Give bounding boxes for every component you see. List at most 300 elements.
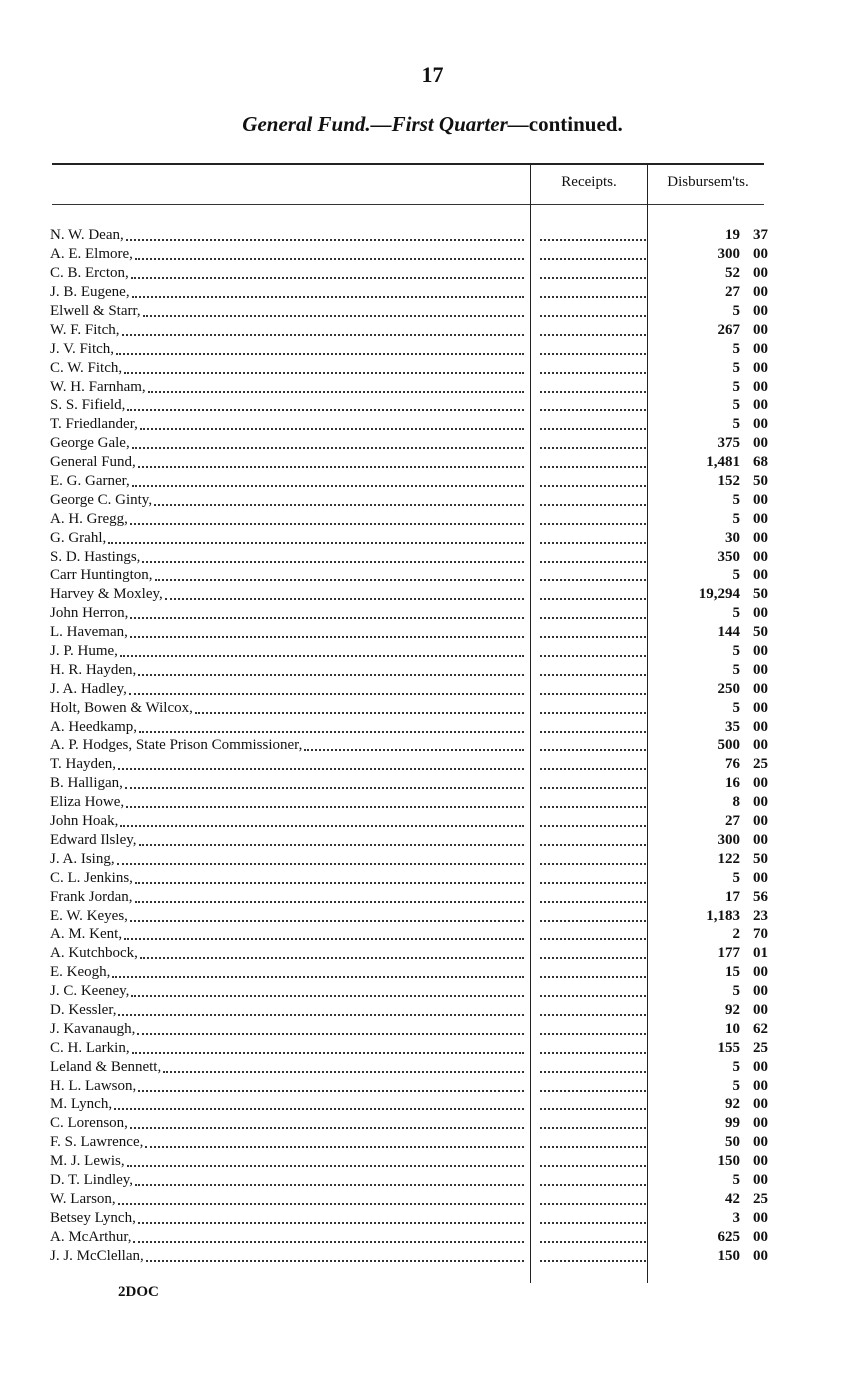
dot-leader bbox=[540, 1117, 646, 1129]
table-row bbox=[50, 1095, 770, 1114]
dot-leader bbox=[540, 721, 646, 733]
receipts-cell bbox=[536, 645, 652, 657]
disbursement-amount bbox=[652, 491, 768, 509]
disbursement-amount bbox=[652, 642, 768, 660]
payee-name: B. Halligan, bbox=[50, 775, 123, 792]
disbursement-amount bbox=[652, 529, 768, 547]
disbursement-amount bbox=[652, 755, 768, 773]
disbursement-amount bbox=[652, 566, 768, 584]
payee-name: J. B. Eugene, bbox=[50, 284, 130, 301]
receipts-cell bbox=[536, 664, 652, 676]
dot-leader bbox=[132, 1042, 524, 1054]
dot-leader bbox=[540, 928, 646, 940]
disbursement-amount bbox=[652, 548, 768, 566]
dot-leader bbox=[540, 1061, 646, 1073]
dot-leader bbox=[140, 418, 524, 430]
amount-dollars: 5 bbox=[732, 416, 740, 433]
amount-dollars: 76 bbox=[725, 756, 740, 773]
dot-leader bbox=[135, 872, 524, 884]
receipts-cell bbox=[536, 758, 652, 770]
disbursement-amount bbox=[652, 623, 768, 641]
dot-leader bbox=[540, 891, 646, 903]
table-row bbox=[50, 339, 770, 358]
receipts-cell bbox=[536, 248, 652, 260]
amount-dollars: 5 bbox=[732, 661, 740, 678]
amount-cents: 68 bbox=[753, 454, 768, 471]
dot-leader bbox=[120, 645, 524, 657]
payee-name: D. T. Lindley, bbox=[50, 1171, 134, 1188]
dot-leader bbox=[118, 1193, 524, 1205]
payee-cell bbox=[50, 1095, 528, 1113]
receipts-cell bbox=[536, 966, 652, 978]
dot-leader bbox=[540, 588, 646, 600]
receipts-cell bbox=[536, 286, 652, 298]
receipts-cell bbox=[536, 1080, 652, 1092]
amount-dollars: 10 bbox=[725, 1020, 740, 1037]
dot-leader bbox=[540, 872, 646, 884]
payee-name: Edward Ilsley, bbox=[50, 831, 137, 848]
amount-dollars: 17 bbox=[725, 888, 740, 905]
amount-dollars: 3 bbox=[732, 1209, 740, 1226]
amount-cents: 50 bbox=[753, 473, 768, 490]
dot-leader bbox=[540, 286, 646, 298]
payee-cell bbox=[50, 359, 528, 377]
dot-leader bbox=[108, 532, 524, 544]
amount-cents: 37 bbox=[753, 227, 768, 244]
payee-cell bbox=[50, 529, 528, 547]
dot-leader bbox=[163, 1061, 524, 1073]
payee-cell bbox=[50, 661, 528, 679]
table-row bbox=[50, 434, 770, 453]
receipts-cell bbox=[536, 683, 652, 695]
dot-leader bbox=[540, 362, 646, 374]
signature-mark: 2DOC bbox=[118, 1284, 159, 1300]
amount-cents: 00 bbox=[753, 813, 768, 830]
dot-leader bbox=[138, 664, 524, 676]
receipts-cell bbox=[536, 305, 652, 317]
payee-cell bbox=[50, 755, 528, 773]
table-row bbox=[50, 887, 770, 906]
dot-leader bbox=[120, 815, 524, 827]
table-row bbox=[50, 1227, 770, 1246]
dot-leader bbox=[129, 683, 524, 695]
payee-name: E. Keogh, bbox=[50, 964, 111, 981]
dot-leader bbox=[540, 664, 646, 676]
receipts-cell bbox=[536, 267, 652, 279]
payee-name: A. McArthur, bbox=[50, 1228, 132, 1245]
payee-cell bbox=[50, 736, 528, 754]
disbursement-amount bbox=[652, 1039, 768, 1057]
receipts-cell bbox=[536, 1250, 652, 1262]
dot-leader bbox=[131, 985, 524, 997]
payee-name: Eliza Howe, bbox=[50, 794, 125, 811]
receipts-cell bbox=[536, 1136, 652, 1148]
table-row bbox=[50, 774, 770, 793]
amount-cents: 00 bbox=[753, 1001, 768, 1018]
payee-name: J. V. Fitch, bbox=[50, 340, 115, 357]
amount-dollars: 5 bbox=[732, 491, 740, 508]
dot-leader bbox=[540, 910, 646, 922]
disbursement-amount bbox=[652, 1190, 768, 1208]
table-row bbox=[50, 1246, 770, 1265]
amount-dollars: 150 bbox=[717, 1247, 740, 1264]
disbursement-amount bbox=[652, 510, 768, 528]
dot-leader bbox=[540, 1231, 646, 1243]
receipts-cell bbox=[536, 551, 652, 563]
disbursement-amount bbox=[652, 812, 768, 830]
dot-leader bbox=[139, 834, 525, 846]
receipts-cell bbox=[536, 1212, 652, 1224]
payee-name: D. Kessler, bbox=[50, 1001, 117, 1018]
amount-dollars: 5 bbox=[732, 1077, 740, 1094]
table-row bbox=[50, 509, 770, 528]
payee-cell bbox=[50, 642, 528, 660]
dot-leader bbox=[540, 834, 646, 846]
payee-cell bbox=[50, 793, 528, 811]
disbursement-amount bbox=[652, 963, 768, 981]
disbursement-amount bbox=[652, 774, 768, 792]
table-row bbox=[50, 623, 770, 642]
disbursement-amount bbox=[652, 472, 768, 490]
dot-leader bbox=[122, 324, 524, 336]
disbursement-amount bbox=[652, 283, 768, 301]
table-row bbox=[50, 566, 770, 585]
amount-cents: 00 bbox=[753, 246, 768, 263]
amount-cents: 01 bbox=[753, 945, 768, 962]
disbursement-amount bbox=[652, 604, 768, 622]
payee-cell bbox=[50, 944, 528, 962]
amount-cents: 00 bbox=[753, 983, 768, 1000]
amount-cents: 00 bbox=[753, 548, 768, 565]
dot-leader bbox=[540, 758, 646, 770]
amount-cents: 25 bbox=[753, 1039, 768, 1056]
amount-cents: 00 bbox=[753, 775, 768, 792]
payee-cell bbox=[50, 1190, 528, 1208]
disbursement-amount bbox=[652, 736, 768, 754]
dot-leader bbox=[540, 626, 646, 638]
receipts-cell bbox=[536, 456, 652, 468]
receipts-cell bbox=[536, 1231, 652, 1243]
amount-cents: 00 bbox=[753, 1058, 768, 1075]
table-row bbox=[50, 1133, 770, 1152]
dot-leader bbox=[540, 1193, 646, 1205]
payee-name: H. R. Hayden, bbox=[50, 661, 137, 678]
dot-leader bbox=[540, 513, 646, 525]
amount-cents: 00 bbox=[753, 1115, 768, 1132]
receipts-cell bbox=[536, 1174, 652, 1186]
payee-name: Betsey Lynch, bbox=[50, 1209, 136, 1226]
disbursement-amount bbox=[652, 321, 768, 339]
receipts-cell bbox=[536, 588, 652, 600]
payee-cell bbox=[50, 850, 528, 868]
table-row bbox=[50, 736, 770, 755]
table-row bbox=[50, 906, 770, 925]
amount-cents: 62 bbox=[753, 1020, 768, 1037]
payee-name: F. S. Lawrence, bbox=[50, 1134, 144, 1151]
dot-leader bbox=[540, 702, 646, 714]
payee-name: T. Hayden, bbox=[50, 756, 116, 773]
payee-cell bbox=[50, 396, 528, 414]
disbursement-amount bbox=[652, 1209, 768, 1227]
amount-cents: 00 bbox=[753, 359, 768, 376]
amount-dollars: 267 bbox=[717, 321, 740, 338]
payee-name: A. E. Elmore, bbox=[50, 246, 133, 263]
amount-dollars: 250 bbox=[717, 680, 740, 697]
amount-dollars: 52 bbox=[725, 265, 740, 282]
payee-name: J. J. McClellan, bbox=[50, 1247, 144, 1264]
dot-leader bbox=[540, 1174, 646, 1186]
payee-cell bbox=[50, 869, 528, 887]
receipts-cell bbox=[536, 418, 652, 430]
table-row bbox=[50, 528, 770, 547]
payee-name: E. G. Garner, bbox=[50, 473, 130, 490]
payee-cell bbox=[50, 245, 528, 263]
table-row bbox=[50, 453, 770, 472]
amount-dollars: 5 bbox=[732, 643, 740, 660]
table-row bbox=[50, 1189, 770, 1208]
dot-leader bbox=[540, 305, 646, 317]
payee-name: G. Grahl, bbox=[50, 529, 107, 546]
dot-leader bbox=[540, 418, 646, 430]
amount-dollars: 300 bbox=[717, 831, 740, 848]
table-row bbox=[50, 604, 770, 623]
payee-cell bbox=[50, 585, 528, 603]
table-row bbox=[50, 698, 770, 717]
table-row bbox=[50, 1152, 770, 1171]
payee-cell bbox=[50, 1058, 528, 1076]
table-row bbox=[50, 245, 770, 264]
receipts-cell bbox=[536, 229, 652, 241]
amount-cents: 00 bbox=[753, 1247, 768, 1264]
dot-leader bbox=[130, 513, 524, 525]
table-row bbox=[50, 264, 770, 283]
amount-cents: 00 bbox=[753, 737, 768, 754]
amount-cents: 00 bbox=[753, 1153, 768, 1170]
amount-dollars: 2 bbox=[732, 926, 740, 943]
dot-leader bbox=[130, 910, 524, 922]
payee-name: N. W. Dean, bbox=[50, 227, 124, 244]
amount-dollars: 5 bbox=[732, 1171, 740, 1188]
amount-dollars: 5 bbox=[732, 567, 740, 584]
payee-name: C. L. Jenkins, bbox=[50, 869, 133, 886]
amount-cents: 50 bbox=[753, 624, 768, 641]
payee-cell bbox=[50, 1039, 528, 1057]
payee-cell bbox=[50, 434, 528, 452]
payee-name: A. P. Hodges, State Prison Commissioner, bbox=[50, 737, 303, 754]
receipts-cell bbox=[536, 1023, 652, 1035]
dot-leader bbox=[540, 985, 646, 997]
amount-cents: 00 bbox=[753, 510, 768, 527]
dot-leader bbox=[135, 248, 524, 260]
amount-cents: 00 bbox=[753, 303, 768, 319]
payee-cell bbox=[50, 1114, 528, 1132]
payee-name: J. P. Hume, bbox=[50, 643, 118, 660]
payee-name: W. Larson, bbox=[50, 1190, 116, 1207]
dot-leader bbox=[540, 853, 646, 865]
table-row bbox=[50, 1019, 770, 1038]
amount-cents: 00 bbox=[753, 529, 768, 546]
dot-leader bbox=[127, 399, 524, 411]
disbursement-amount bbox=[652, 1020, 768, 1038]
payee-cell bbox=[50, 699, 528, 717]
dot-leader bbox=[540, 1250, 646, 1262]
amount-cents: 00 bbox=[753, 680, 768, 697]
table-row bbox=[50, 585, 770, 604]
payee-cell bbox=[50, 982, 528, 1000]
payee-name: H. L. Lawson, bbox=[50, 1077, 137, 1094]
receipts-cell bbox=[536, 324, 652, 336]
payee-cell bbox=[50, 1171, 528, 1189]
disbursement-amount bbox=[652, 1095, 768, 1113]
disbursement-amount bbox=[652, 1058, 768, 1076]
dot-leader bbox=[540, 947, 646, 959]
receipts-cell bbox=[536, 475, 652, 487]
amount-dollars: 19,294 bbox=[698, 586, 740, 603]
amount-cents: 00 bbox=[753, 1228, 768, 1245]
receipts-cell bbox=[536, 1155, 652, 1167]
table-row bbox=[50, 1114, 770, 1133]
dot-leader bbox=[118, 758, 524, 770]
payee-name: Elwell & Starr, bbox=[50, 303, 141, 319]
amount-cents: 00 bbox=[753, 1077, 768, 1094]
dot-leader bbox=[540, 1023, 646, 1035]
amount-cents: 00 bbox=[753, 321, 768, 338]
receipts-cell bbox=[536, 834, 652, 846]
payee-name: John Herron, bbox=[50, 605, 129, 622]
table-row bbox=[50, 358, 770, 377]
table-row bbox=[50, 963, 770, 982]
receipts-cell bbox=[536, 739, 652, 751]
disbursement-amount bbox=[652, 434, 768, 452]
amount-dollars: 8 bbox=[732, 794, 740, 811]
receipts-cell bbox=[536, 985, 652, 997]
payee-name: J. A. Hadley, bbox=[50, 680, 127, 697]
dot-leader bbox=[130, 1117, 524, 1129]
dot-leader bbox=[112, 966, 524, 978]
amount-cents: 25 bbox=[753, 756, 768, 773]
payee-cell bbox=[50, 453, 528, 471]
table-row bbox=[50, 320, 770, 339]
dot-leader bbox=[540, 267, 646, 279]
page-number: 17 bbox=[421, 62, 444, 87]
table-row bbox=[50, 925, 770, 944]
dot-leader bbox=[540, 1080, 646, 1092]
payee-cell bbox=[50, 888, 528, 906]
payee-name: Leland & Bennett, bbox=[50, 1058, 162, 1075]
payee-name: George Gale, bbox=[50, 435, 130, 452]
receipts-cell bbox=[536, 872, 652, 884]
payee-cell bbox=[50, 491, 528, 509]
payee-cell bbox=[50, 1228, 528, 1246]
dot-leader bbox=[540, 399, 646, 411]
dot-leader bbox=[540, 739, 646, 751]
receipts-cell bbox=[536, 815, 652, 827]
amount-dollars: 5 bbox=[732, 1058, 740, 1075]
dot-leader bbox=[138, 1212, 524, 1224]
payee-name: T. Friedlander, bbox=[50, 416, 138, 433]
amount-dollars: 1,183 bbox=[706, 907, 740, 924]
amount-cents: 23 bbox=[753, 907, 768, 924]
table-row bbox=[50, 415, 770, 434]
table-row bbox=[50, 472, 770, 491]
disbursement-amount bbox=[652, 982, 768, 1000]
receipts-cell bbox=[536, 777, 652, 789]
amount-cents: 00 bbox=[753, 1171, 768, 1188]
dot-leader bbox=[540, 1155, 646, 1167]
dot-leader bbox=[138, 1080, 524, 1092]
amount-cents: 25 bbox=[753, 1190, 768, 1207]
dot-leader bbox=[540, 532, 646, 544]
payee-name: Holt, Bowen & Wilcox, bbox=[50, 699, 193, 716]
amount-cents: 00 bbox=[753, 1209, 768, 1226]
amount-cents: 50 bbox=[753, 586, 768, 603]
amount-cents: 00 bbox=[753, 605, 768, 622]
table-row bbox=[50, 226, 770, 245]
payee-name: S. S. Fifield, bbox=[50, 397, 126, 414]
amount-cents: 00 bbox=[753, 397, 768, 414]
amount-cents: 50 bbox=[753, 850, 768, 867]
amount-dollars: 50 bbox=[725, 1134, 740, 1151]
table-row bbox=[50, 849, 770, 868]
payee-name: A. Kutchbock, bbox=[50, 945, 138, 962]
table-row bbox=[50, 1208, 770, 1227]
amount-cents: 56 bbox=[753, 888, 768, 905]
table-row bbox=[50, 944, 770, 963]
dot-leader bbox=[143, 305, 524, 317]
disbursement-amount bbox=[652, 850, 768, 868]
payee-cell bbox=[50, 907, 528, 925]
disbursement-amount bbox=[652, 718, 768, 736]
dot-leader bbox=[146, 1250, 524, 1262]
amount-cents: 00 bbox=[753, 661, 768, 678]
disbursement-amount bbox=[652, 1114, 768, 1132]
payee-cell bbox=[50, 548, 528, 566]
receipts-cell bbox=[536, 494, 652, 506]
receipts-cell bbox=[536, 1042, 652, 1054]
payee-name: A. Heedkamp, bbox=[50, 718, 138, 735]
amount-dollars: 5 bbox=[732, 397, 740, 414]
payee-name: M. J. Lewis, bbox=[50, 1153, 125, 1170]
amount-dollars: 155 bbox=[717, 1039, 740, 1056]
disbursement-amount bbox=[652, 340, 768, 358]
disbursement-amount bbox=[652, 585, 768, 603]
receipts-cell bbox=[536, 1098, 652, 1110]
amount-dollars: 5 bbox=[732, 340, 740, 357]
payee-name: Carr Huntington, bbox=[50, 567, 153, 584]
dot-leader bbox=[540, 1136, 646, 1148]
payee-name: C. H. Larkin, bbox=[50, 1039, 130, 1056]
receipts-cell bbox=[536, 1117, 652, 1129]
dot-leader bbox=[540, 966, 646, 978]
dot-leader bbox=[126, 229, 524, 241]
amount-dollars: 5 bbox=[732, 983, 740, 1000]
table-row bbox=[50, 396, 770, 415]
disbursement-amount bbox=[652, 888, 768, 906]
dot-leader bbox=[138, 456, 524, 468]
payee-name: John Hoak, bbox=[50, 813, 119, 830]
amount-dollars: 5 bbox=[732, 510, 740, 527]
ledger-table bbox=[50, 226, 770, 1265]
payee-cell bbox=[50, 963, 528, 981]
dot-leader bbox=[154, 494, 524, 506]
amount-cents: 70 bbox=[753, 926, 768, 943]
dot-leader bbox=[116, 343, 524, 355]
amount-dollars: 144 bbox=[717, 624, 740, 641]
payee-cell bbox=[50, 302, 528, 320]
disbursement-amount bbox=[652, 396, 768, 414]
amount-dollars: 5 bbox=[732, 378, 740, 395]
dot-leader bbox=[540, 343, 646, 355]
